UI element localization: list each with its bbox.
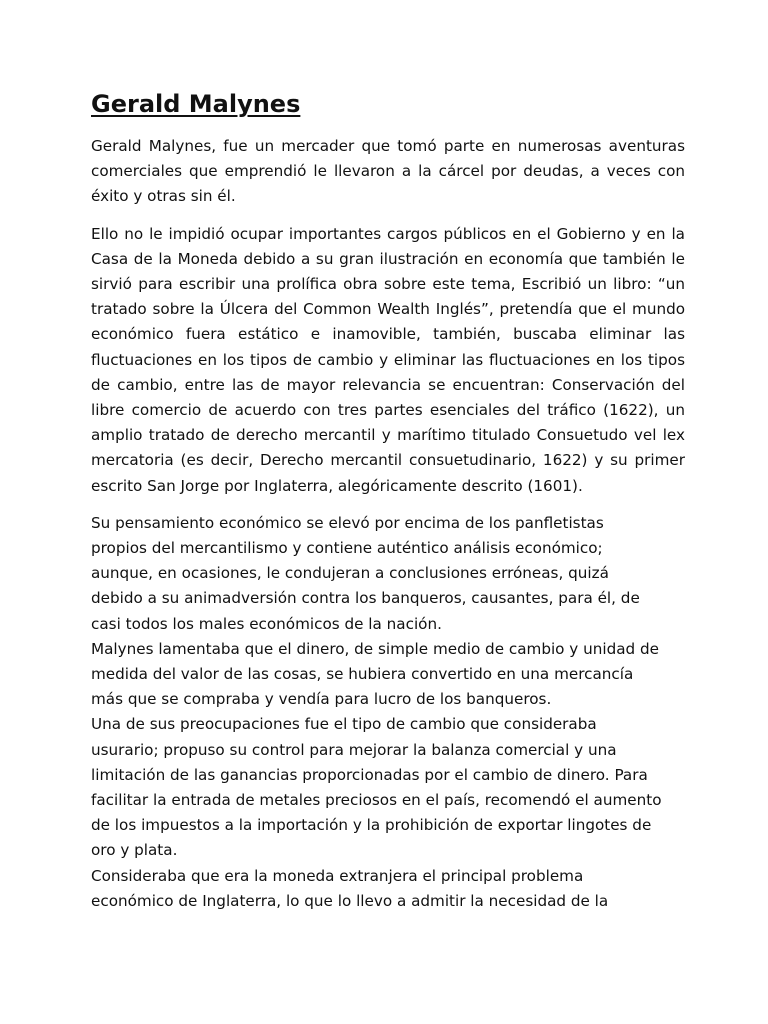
- text-line: económico de Inglaterra, lo que lo llevo a admitir la necesidad de la: [91, 891, 609, 910]
- text-line: Malynes lamentaba que el dinero, de simple medio de cambio y unidad de: [91, 639, 659, 658]
- paragraph-career: Ello no le impidió ocupar importantes cargos públicos en el Gobierno y en la Casa de la Moneda debido a su gran ilustración en economía que también le sirvió para escribir una prolífica obra sobre este tema, Escribió un libro: “un tratado sobre la Úlcera del Common Wealth Inglés”, pretendía que el mundo económico fuera estático e inamovible, también, buscaba eliminar las fluctuaciones en los tipos de cambio y eliminar las fluctuaciones en los tipos de cambio, entre las de mayor relevancia se encuentran: Conservación del libre comercio de acuerdo con tres partes esenciales del tráfico (1622), un amplio tratado de derecho mercantil y marítimo titulado Consuetudo vel lex mercatoria (es decir, Derecho mercantil consuetudinario, 1622) y su primer escrito San Jorge por Inglaterra, alegóricamente descrito (1601).: [91, 224, 685, 495]
- text-line: propios del mercantilismo y contiene auténtico análisis económico;: [91, 539, 603, 558]
- text-line: medida del valor de las cosas, se hubiera convertido en una mercancía: [91, 665, 634, 684]
- paragraph-intro: Gerald Malynes, fue un mercader que tomó parte en numerosas aventuras comerciales que emprendió le llevaron a la cárcel por deudas, a veces con éxito y otras sin él.: [91, 137, 685, 206]
- text-line: Su pensamiento económico se elevó por encima de los panfletistas: [91, 513, 604, 532]
- text-line: debido a su animadversión contra los banqueros, causantes, para él, de: [91, 589, 640, 608]
- text-line: facilitar la entrada de metales preciosos en el país, recomendó el aumento: [91, 791, 662, 810]
- text-line: usurario; propuso su control para mejorar la balanza comercial y una: [91, 740, 617, 759]
- text-line: aunque, en ocasiones, le condujeran a conclusiones erróneas, quizá: [91, 564, 609, 583]
- text-line: de los impuestos a la importación y la prohibición de exportar lingotes de: [91, 816, 652, 835]
- paragraph-economic-thought: [91, 511, 685, 914]
- text-line: Consideraba que era la moneda extranjera el principal problema: [91, 866, 584, 885]
- text-line: oro y plata.: [91, 841, 178, 860]
- text-line: más que se compraba y vendía para lucro de los banqueros.: [91, 690, 552, 709]
- document-title: Gerald Malynes: [91, 90, 301, 118]
- text-line: limitación de las ganancias proporcionadas por el cambio de dinero. Para: [91, 765, 648, 784]
- text-line: Una de sus preocupaciones fue el tipo de cambio que consideraba: [91, 715, 597, 734]
- text-line: casi todos los males económicos de la nación.: [91, 614, 442, 633]
- document-page: [91, 88, 685, 914]
